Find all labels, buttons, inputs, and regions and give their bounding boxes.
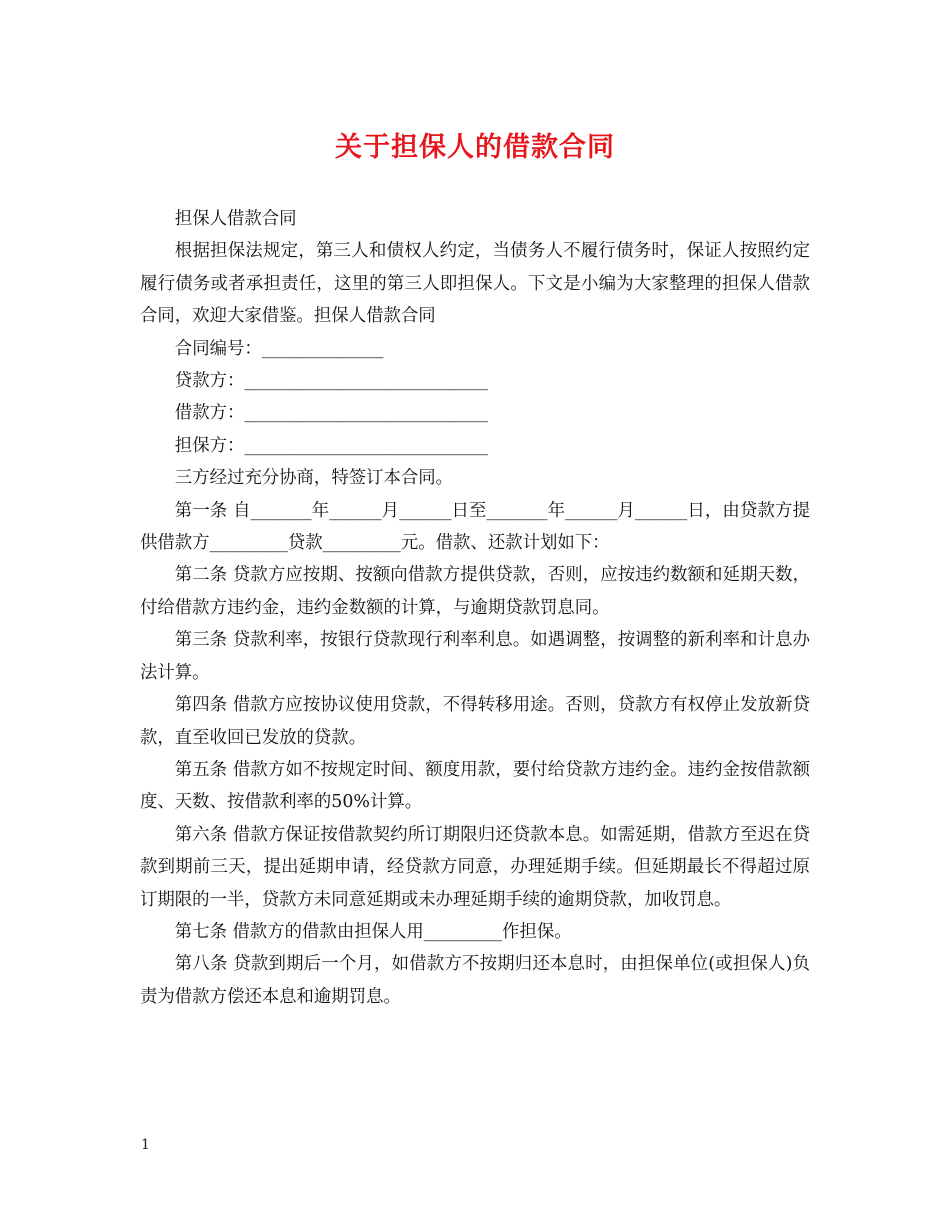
paragraph-agreement: 三方经过充分协商，特签订本合同。 (174, 468, 454, 489)
article-3: 第三条 贷款利率，按银行贷款现行利率利息。如遇调整，按调整的新利率和计息办法计算。 (140, 630, 810, 683)
article-2: 第二条 贷款方应按期、按额向借款方提供贷款，否则，应按违约数额和延期天数，付给借款方违约金，违约金数额的计算，与逾期贷款罚息同。 (140, 565, 810, 618)
field-borrower: 借款方：____________________________ (174, 403, 488, 424)
page-number: 1 (141, 1137, 150, 1153)
field-contract-number: 合同编号：______________ (174, 338, 384, 359)
article-6: 第六条 借款方保证按借款契约所订期限归还贷款本息。如需延期，借款方至迟在贷款到期前三天，提出延期申请，经贷款方同意，办理延期手续。但延期最长不得超过原订期限的一半，贷款方未同意延期或未办理延期手续的逾期贷款，加收罚息。 (140, 824, 810, 910)
article-1: 第一条 自_______年______月______日至_______年______月______日，由贷款方提供借款方_________贷款_________元。借款、还款计划如下： (140, 500, 810, 554)
field-lender: 贷款方：____________________________ (174, 371, 488, 392)
article-4: 第四条 借款方应按协议使用贷款，不得转移用途。否则，贷款方有权停止发放新贷款，直至收回已发放的贷款。 (140, 695, 810, 748)
document-body (140, 203, 810, 1013)
article-5: 第五条 借款方如不按规定时间、额度用款，要付给贷款方违约金。违约金按借款额度、天数、按借款利率的50%计算。 (140, 759, 810, 813)
paragraph-intro: 根据担保法规定，第三人和债权人约定，当债务人不履行债务时，保证人按照约定履行债务或者承担责任，这里的第三人即担保人。下文是小编为大家整理的担保人借款合同，欢迎大家借鉴。担保人借款合同 (140, 241, 810, 327)
field-guarantor: 担保方：____________________________ (174, 435, 488, 456)
article-8: 第八条 贷款到期后一个月，如借款方不按期归还本息时，由担保单位(或担保人)负责为借款方偿还本息和逾期罚息。 (140, 954, 810, 1007)
paragraph-subtitle: 担保人借款合同 (174, 209, 297, 229)
article-7: 第七条 借款方的借款由担保人用_________作担保。 (174, 921, 572, 942)
document-title: 关于担保人的借款合同 (335, 132, 615, 163)
